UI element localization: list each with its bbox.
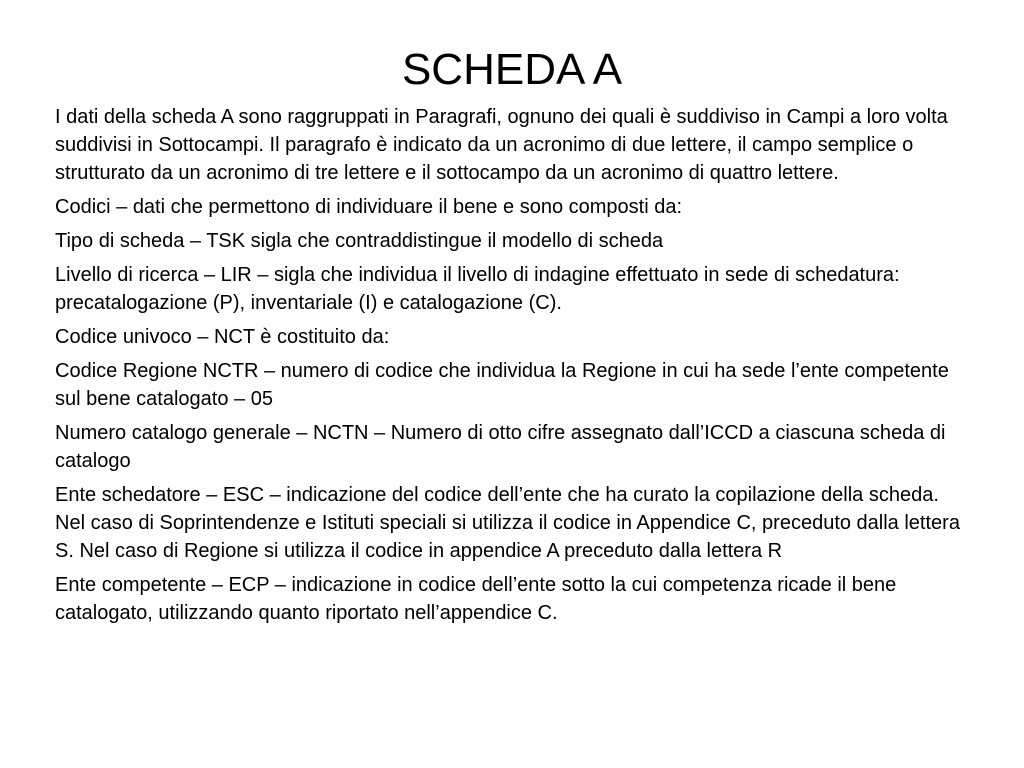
body-paragraph: Livello di ricerca – LIR – sigla che individua il livello di indagine effettuato in sede di schedatura: precatalogazione (P), inventariale (I) e catalogazione (C).: [55, 264, 900, 314]
body-paragraph: Ente competente – ECP – indicazione in codice dell’ente sotto la cui competenza ricade il bene catalogato, utilizzando quanto riportato nell’appendice C.: [55, 574, 897, 624]
body-paragraph: Tipo di scheda – TSK sigla che contraddistingue il modello di scheda: [55, 230, 664, 252]
slide-title: SCHEDA A: [401, 45, 623, 94]
body-paragraph: Codici – dati che permettono di individuare il bene e sono composti da:: [55, 196, 683, 218]
slide-body: [55, 103, 970, 633]
body-paragraph: Codice univoco – NCT è costituito da:: [55, 326, 390, 348]
body-paragraph: Numero catalogo generale – NCTN – Numero di otto cifre assegnato dall’ICCD a ciascuna scheda di catalogo: [55, 422, 946, 472]
body-paragraph: I dati della scheda A sono raggruppati in Paragrafi, ognuno dei quali è suddiviso in Campi a loro volta suddivisi in Sottocampi. Il paragrafo è indicato da un acronimo di due lettere, il campo semplice o strutturato da un acronimo di tre lettere e il sottocampo da un acronimo di quattro lettere.: [55, 106, 948, 184]
body-paragraph: Codice Regione NCTR – numero di codice che individua la Regione in cui ha sede l’ente competente sul bene catalogato – 05: [55, 360, 949, 410]
body-paragraph: Ente schedatore – ESC – indicazione del codice dell’ente che ha curato la copilazione della scheda. Nel caso di Soprintendenze e Istituti speciali si utilizza il codice in Appendice C, preceduto dalla lettera S. Nel caso di Regione si utilizza il codice in appendice A preceduto dalla lettera R: [55, 484, 960, 562]
